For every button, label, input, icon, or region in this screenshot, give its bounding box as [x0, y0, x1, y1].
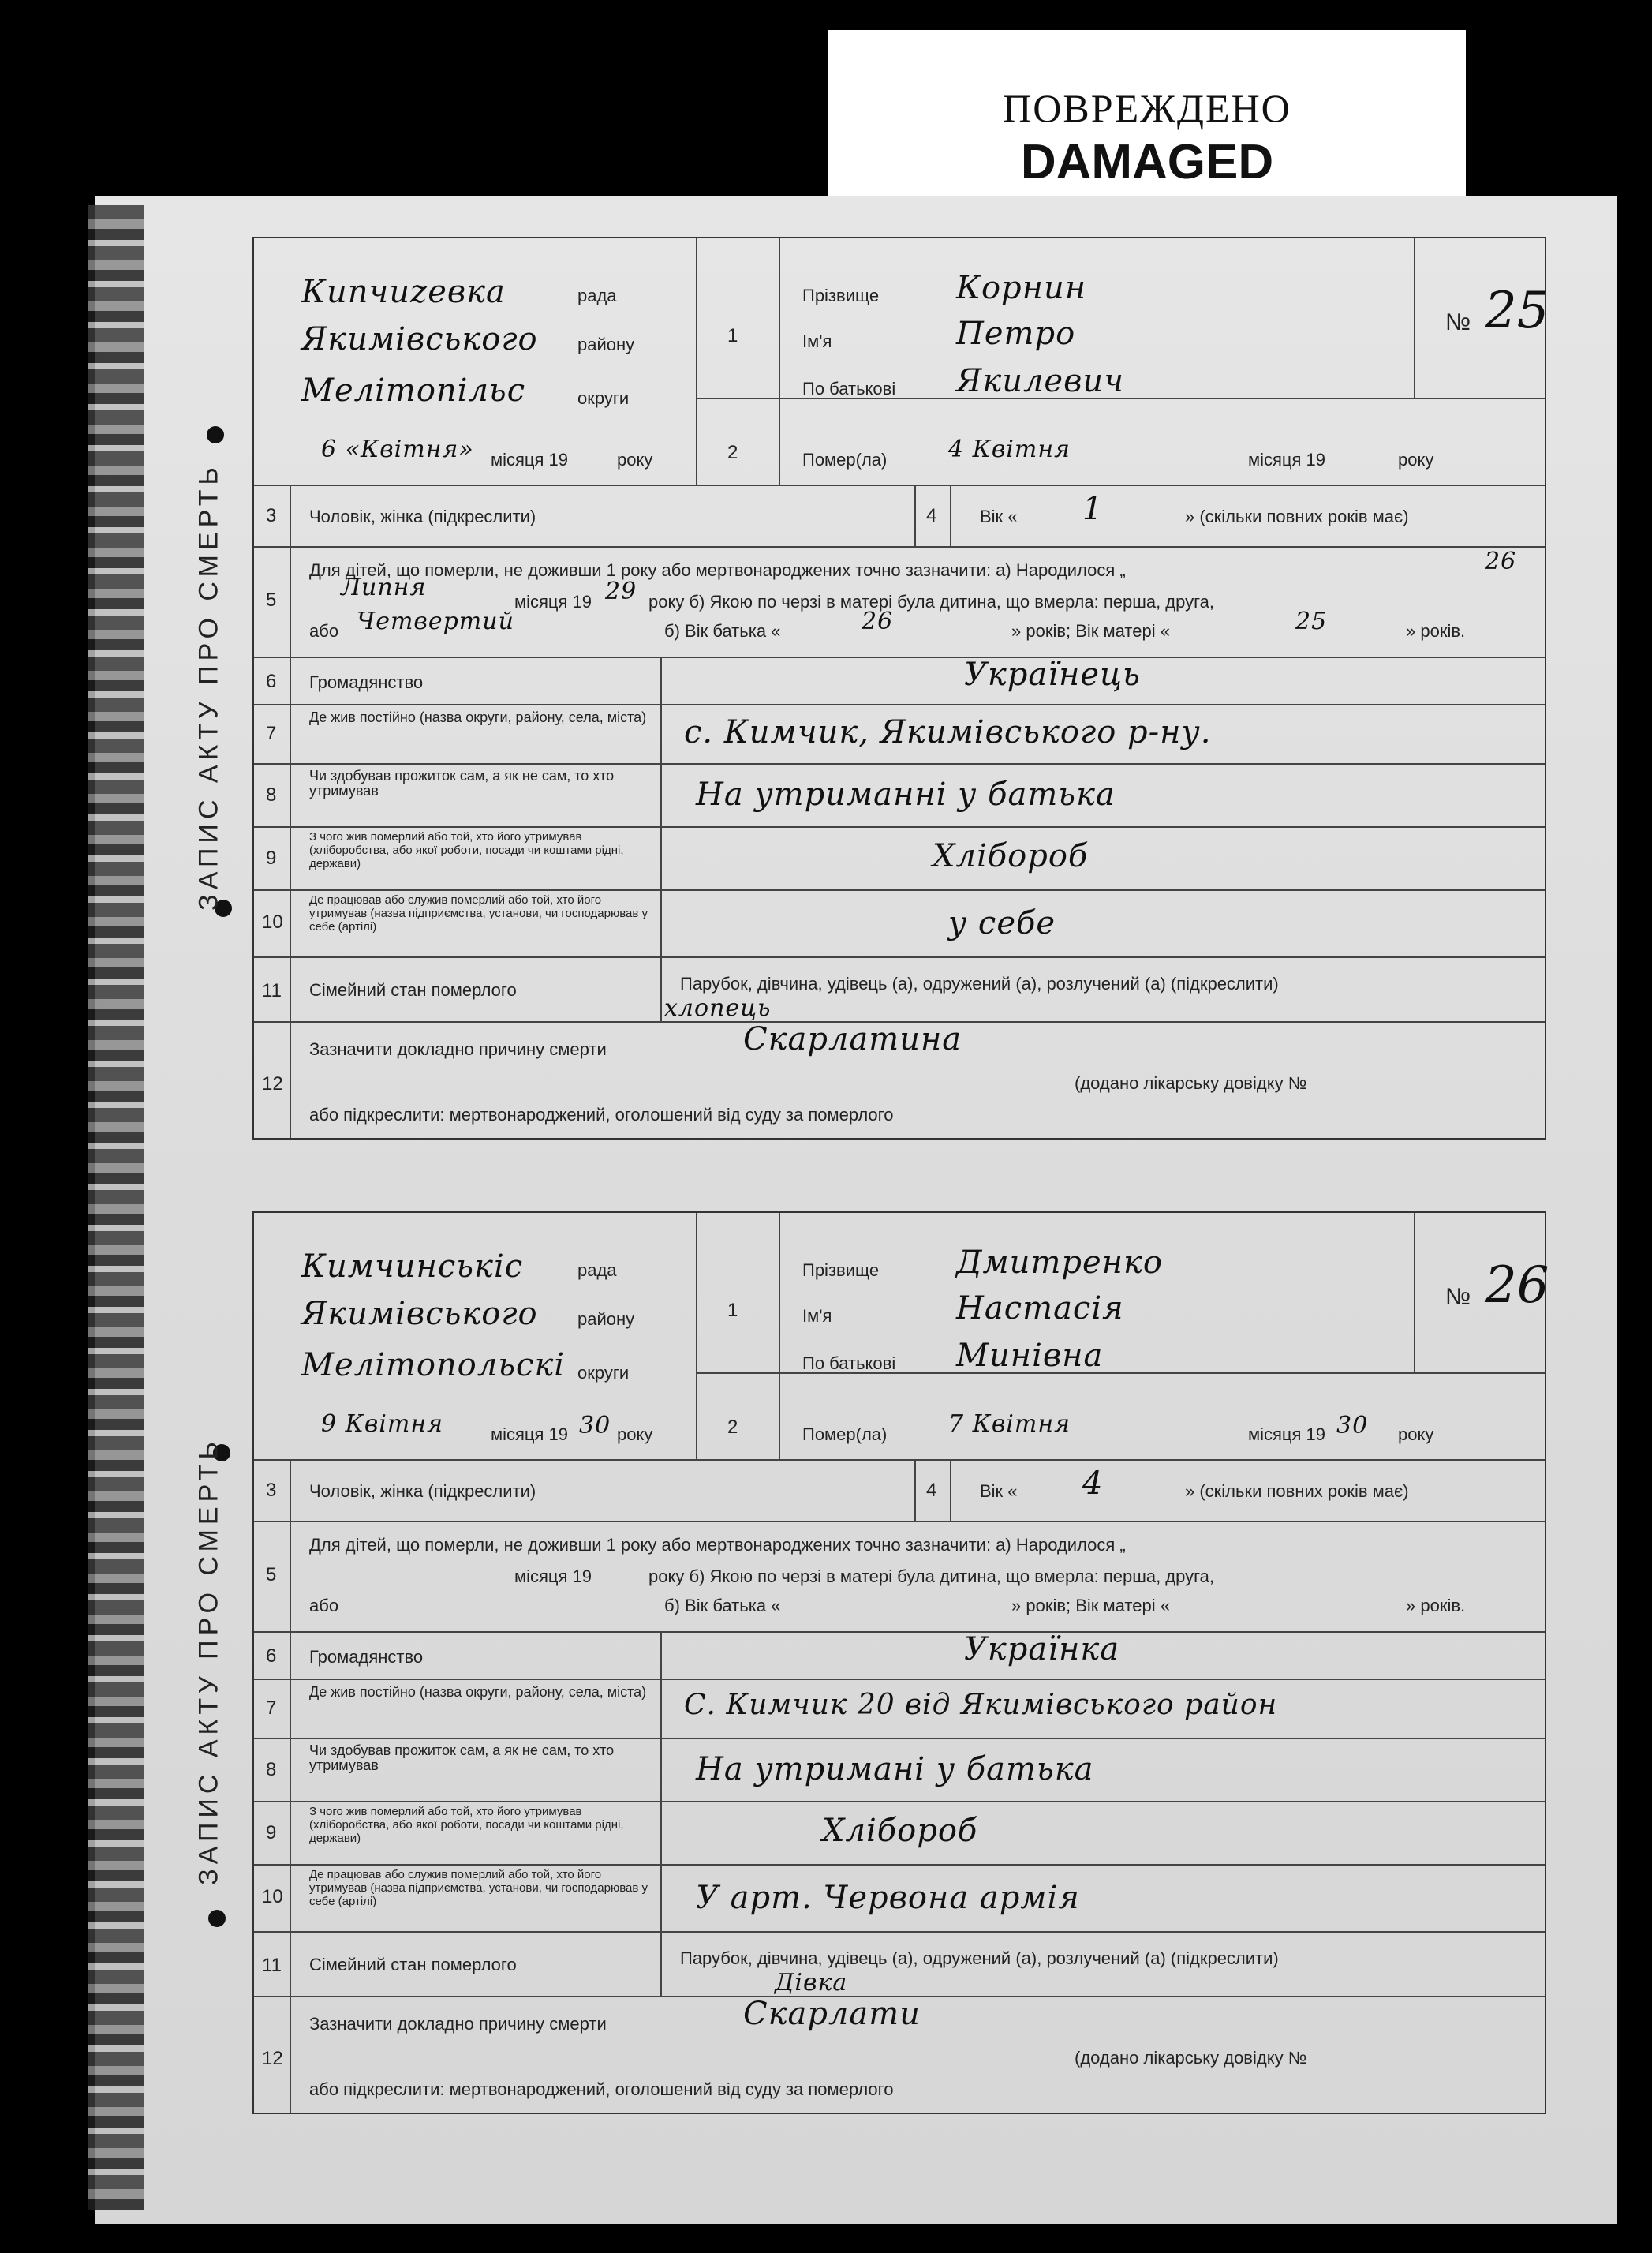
children-line-3b: б) Вік батька «	[664, 621, 781, 641]
record-grid: Кимчинськіс рада Якимівського району Мелітопольскі округи 9 Квітня місяця 19 30 року 1 Прізвище Дмитренко Ім'я Настасія По батькові Минівна № 26 2 Помер(ла) 7 Квітня місяця 19 30 року 3 Чоловік, жінка (підкреслити) 4 Вік « 4 » (скільки повних років має) 5 Для дітей, що померли, не доживши 1 року або мертвонароджених точно зазначити: а) Народилося „ місяця 19 року б) Якою по черзі в матері була дитина, що вмерла: перша, друга, або б) Вік батька « » років; Вік матері « » років. 6 Громадянство Українка 7 Де жив постійно (назва округи, району, села, міста) С. Кимчик 20 від Якимівського район 8 Чи здобував прожиток сам, а як не сам, то хто утримував На утримані у батька 9 З чого жив померлий або той, хто його утримував (хліборобства, або якої роботи, посади чи коштами рідні, держави) Хлібороб 10 Де працював або служив померлий або той, хто його утримував (назва підприємства, установи, чи господарював у себе (артілі) У арт. Червона армія 11 Сімейний стан померлого Парубок, дівчина, удівець (а), одружений (а), розлучений (а) (підкреслити) Дівка 12 Зазначити докладно причину смерти Скарлати (додано лікарську довідку № або підкреслити: мертвонароджений, оголошений від суду за померлого	[252, 1211, 1546, 2114]
citizenship-label: Громадянство	[309, 1647, 424, 1667]
residence-label: Де жив постійно (назва округи, району, села, міста)	[309, 709, 647, 725]
children-line-2b: року б) Якою по черзі в матері була дитина, що вмерла: перша, друга,	[648, 592, 1215, 612]
damaged-label-en: DAMAGED	[1020, 135, 1274, 189]
death-date: 4 Квітня	[948, 436, 1071, 463]
side-title: ЗАПИС АКТУ ПРО СМЕРТЬ	[193, 1437, 224, 1885]
name-value: Настасія	[956, 1290, 1124, 1327]
children-line-3b: б) Вік батька «	[664, 1596, 781, 1615]
age-tail: » (скільки повних років має)	[1185, 507, 1409, 526]
death-date: 7 Квітня	[948, 1410, 1071, 1438]
year-label: року	[1398, 1424, 1434, 1444]
surname-value: Корнин	[956, 270, 1087, 306]
year-label: року	[617, 1424, 653, 1444]
death-record-1	[166, 237, 1549, 1136]
support-value: На утримані у батька	[696, 1751, 1094, 1787]
patronymic-label: По батькові	[802, 379, 896, 399]
father-age: 26	[862, 608, 894, 635]
rada-value: Кимчинськіс	[301, 1248, 524, 1285]
number-label: №	[1445, 1284, 1471, 1310]
gender-label: Чоловік, жінка (підкреслити)	[309, 507, 536, 526]
age-value: 1	[1082, 491, 1104, 527]
residence-label: Де жив постійно (назва округи, району, села, міста)	[309, 1684, 647, 1700]
cause-label: Зазначити докладно причину смерти	[309, 2014, 607, 2034]
stillborn-label: або підкреслити: мертвонароджений, оголошений від суду за померлого	[309, 2079, 894, 2099]
registration-date: 6 «Квітня»	[321, 436, 474, 463]
marital-value: Дівка	[775, 1969, 848, 1997]
side-title: ЗАПИС АКТУ ПРО СМЕРТЬ	[193, 462, 224, 911]
children-line-1: Для дітей, що померли, не доживши 1 року або мертвонароджених точно зазначити: а) Народилося „	[309, 560, 1126, 580]
name-label: Ім'я	[802, 331, 832, 351]
children-line-3: або	[309, 1596, 339, 1615]
month-label: місяця 19	[1248, 450, 1326, 470]
support-value: На утриманні у батька	[696, 777, 1116, 813]
patronymic-label: По батькові	[802, 1353, 896, 1373]
children-line-2: місяця 19	[514, 1566, 592, 1586]
surname-label: Прізвище	[802, 1260, 880, 1280]
income-label: З чого жив померлий або той, хто його утримував (хліборобства, або якої роботи, посади чи коштами рідні, держави)	[309, 830, 624, 870]
name-label: Ім'я	[802, 1306, 832, 1326]
marital-label: Сімейний стан померлого	[309, 980, 517, 1000]
death-label: Помер(ла)	[802, 450, 888, 470]
record-grid: Кипчиzевка рада Якимівського району Мелітопільс округи 6 «Квітня» місяця 19 року 1 Прізвище Корнин Ім'я Петро По батькові Якилевич № 25 2 Помер(ла) 4 Квітня місяця 19 року 3 Чоловік, жінка (підкреслити) 4 Вік « 1 » (скільки повних років має) 5 Для дітей, що померли, не доживши 1 року або мертвонароджених точно зазначити: а) Народилося „ 26 Липня місяця 19 29 року б) Якою по черзі в матері була дитина, що вмерла: перша, друга, або Четвертий б) Вік батька « 26 » років; Вік матері « 25 » років. 6 Громадянство Українець 7 Де жив постійно (назва округи, району, села, міста) с. Кимчик, Якимівського р-ну. 8 Чи здобував прожиток сам, а як не сам, то хто утримував На утриманні у батька 9 З чого жив померлий або той, хто його утримував (хліборобства, або якої роботи, посади чи коштами рідні, держави) Хлібороб 10 Де працював або служив померлий або той, хто його утримував (назва підприємства, установи, чи господарював у себе (артілі) у себе 11 Сімейний стан померлого Парубок, дівчина, удівець (а), одружений (а), розлучений (а) (підкреслити) хлопець 12 Зазначити докладно причину смерти Скарлатина (додано лікарську довідку № або підкреслити: мертвонароджений, оголошений від суду за померлого	[252, 237, 1546, 1140]
children-line-2b: року б) Якою по черзі в матері була дитина, що вмерла: перша, друга,	[648, 1566, 1215, 1586]
stillborn-label: або підкреслити: мертвонароджений, оголошений від суду за померлого	[309, 1105, 894, 1125]
okruha-label: округи	[577, 388, 630, 408]
rada-label: рада	[577, 1260, 617, 1280]
work-value: У арт. Червона армія	[696, 1880, 1080, 1916]
child-order: Четвертий	[357, 608, 514, 635]
death-record-2	[166, 1211, 1549, 2111]
work-label: Де працював або служив померлий або той, хто його утримував (назва підприємства, установи, чи господарював у себе (артілі)	[309, 1868, 648, 1908]
death-label: Помер(ла)	[802, 1424, 888, 1444]
record-number: 26	[1485, 1256, 1549, 1315]
work-label: Де працював або служив померлий або той, хто його утримував (назва підприємства, установи, чи господарював у себе (артілі)	[309, 893, 648, 934]
rada-value: Кипчиzевка	[301, 274, 506, 310]
support-label: Чи здобував прожиток сам, а як не сам, то хто утримував	[309, 1742, 615, 1773]
residence-value: с. Кимчик, Якимівського р-ну.	[684, 714, 1212, 750]
gender-label: Чоловік, жінка (підкреслити)	[309, 1481, 536, 1501]
year-label: року	[617, 450, 653, 470]
year-label: року	[1398, 450, 1434, 470]
citizenship-value: Українець	[964, 657, 1141, 693]
marital-value: хлопець	[664, 994, 772, 1022]
marital-label: Сімейний стан померлого	[309, 1955, 517, 1974]
okruha-value: Мелітопольскі	[301, 1347, 566, 1383]
children-line-3c: » років; Вік матері «	[1011, 1596, 1170, 1615]
age-value: 4	[1082, 1465, 1104, 1502]
raion-label: району	[577, 1309, 635, 1329]
marital-options: Парубок, дівчина, удівець (а), одружений (а), розлучений (а) (підкреслити)	[680, 1948, 1279, 1968]
mother-age: 25	[1295, 608, 1328, 635]
citizenship-label: Громадянство	[309, 672, 424, 692]
certificate-label: (додано лікарську довідку №	[1075, 1073, 1307, 1093]
income-value: Хлібороб	[822, 1813, 978, 1849]
name-value: Петро	[956, 316, 1076, 352]
age-label: Вік «	[980, 507, 1018, 526]
marital-options: Парубок, дівчина, удівець (а), одружений (а), розлучений (а) (підкреслити)	[680, 974, 1279, 994]
raion-value: Якимівського	[301, 1296, 538, 1332]
children-line-1: Для дітей, що померли, не доживши 1 року або мертвонароджених точно зазначити: а) Народилося „	[309, 1535, 1126, 1555]
citizenship-value: Українка	[964, 1631, 1120, 1667]
children-line-3c: » років; Вік матері «	[1011, 621, 1170, 641]
surname-label: Прізвище	[802, 286, 880, 305]
registration-date: 9 Квітня	[321, 1410, 443, 1438]
cause-value: Скарлатина	[743, 1021, 962, 1057]
cause-value: Скарлати	[743, 1996, 921, 2032]
number-label: №	[1445, 309, 1471, 335]
support-label: Чи здобував прожиток сам, а як не сам, то хто утримував	[309, 768, 615, 799]
certificate-label: (додано лікарську довідку №	[1075, 2048, 1307, 2068]
work-value: у себе	[948, 905, 1056, 941]
born-year: 29	[605, 578, 637, 605]
residence-value: С. Кимчик 20 від Якимівського район	[684, 1689, 1278, 1721]
children-line-2: місяця 19	[514, 592, 592, 612]
children-line-3: або	[309, 621, 339, 641]
age-label: Вік «	[980, 1481, 1018, 1501]
record-number: 25	[1485, 282, 1549, 340]
age-tail: » (скільки повних років має)	[1185, 1481, 1409, 1501]
income-label: З чого жив померлий або той, хто його утримував (хліборобства, або якої роботи, посади чи коштами рідні, держави)	[309, 1805, 624, 1845]
income-value: Хлібороб	[933, 838, 1089, 874]
raion-label: району	[577, 335, 635, 354]
patronymic-value: Минівна	[956, 1338, 1104, 1374]
page-binding-edge	[88, 205, 144, 2210]
cause-label: Зазначити докладно причину смерти	[309, 1039, 607, 1059]
surname-value: Дмитренко	[956, 1244, 1163, 1281]
damaged-label	[828, 30, 1466, 215]
okruha-value: Мелітопільс	[301, 372, 526, 409]
month-label: місяця 19	[491, 1424, 569, 1444]
month-label: місяця 19	[491, 450, 569, 470]
born-month: Липня	[341, 574, 427, 601]
damaged-label-ru: ПОВРЕЖДЕНО	[1003, 86, 1291, 130]
death-year: 30	[1336, 1412, 1369, 1439]
raion-value: Якимівського	[301, 321, 538, 357]
children-line-3d: » років.	[1406, 1596, 1466, 1615]
month-label: місяця 19	[1248, 1424, 1326, 1444]
patronymic-value: Якилевич	[956, 363, 1125, 399]
children-line-3d: » років.	[1406, 621, 1466, 641]
registration-year: 30	[579, 1412, 611, 1439]
okruha-label: округи	[577, 1363, 630, 1383]
born-day: 26	[1485, 548, 1517, 575]
rada-label: рада	[577, 286, 617, 305]
